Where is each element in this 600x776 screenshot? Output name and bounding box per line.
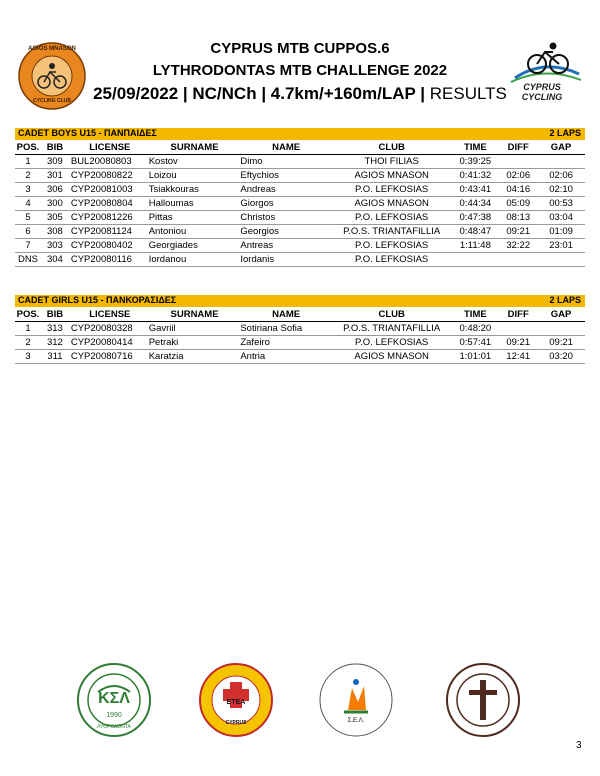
diff-cell: 05:09 bbox=[499, 197, 537, 211]
club-cell: P.O. LEFKOSIAS bbox=[332, 183, 452, 197]
col-pos: POS. bbox=[16, 142, 40, 153]
gap-cell: 02:10 bbox=[537, 183, 585, 197]
diff-cell: 09:21 bbox=[499, 225, 537, 239]
cyprus-cycling-text: CYPRUS CYCLING bbox=[521, 82, 563, 102]
diff-cell: 09:21 bbox=[499, 336, 537, 350]
bib-cell: 306 bbox=[41, 183, 69, 197]
bib-cell: 300 bbox=[41, 197, 69, 211]
bib-cell: 309 bbox=[41, 155, 69, 169]
table-row bbox=[15, 169, 585, 183]
results-table-cadet-girls bbox=[15, 308, 585, 364]
time-cell: 0:44:34 bbox=[451, 197, 499, 211]
gap-cell: 03:20 bbox=[537, 350, 585, 364]
license-cell: CYP20080716 bbox=[69, 350, 149, 364]
name-cell: Zafeiro bbox=[240, 336, 332, 350]
club-cell: AGIOS MNASON bbox=[332, 197, 452, 211]
left-logo-bottom-text: CYCLING CLUB bbox=[33, 98, 71, 104]
title-line-1: CYPRUS MTB CUPPOS.6 bbox=[210, 40, 390, 57]
bib-cell: 304 bbox=[41, 253, 69, 267]
table-body bbox=[15, 322, 585, 364]
page-number: 3 bbox=[576, 740, 582, 751]
diff-cell bbox=[499, 253, 537, 267]
license-cell: CYP20080402 bbox=[69, 239, 149, 253]
bib-cell: 301 bbox=[41, 169, 69, 183]
name-cell: Andreas bbox=[240, 183, 332, 197]
table-row bbox=[15, 155, 585, 169]
section-bar-cadet-boys bbox=[15, 128, 585, 140]
diff-cell: 02:06 bbox=[499, 169, 537, 183]
time-cell: 0:43:41 bbox=[451, 183, 499, 197]
pos-cell: 3 bbox=[15, 350, 41, 364]
surname-cell: Gavriil bbox=[149, 322, 241, 336]
metropolis-tamassos-logo bbox=[445, 662, 521, 738]
club-cell: AGIOS MNASON bbox=[332, 169, 452, 183]
col-club: CLUB bbox=[332, 308, 452, 322]
pos-cell: 1 bbox=[15, 155, 41, 169]
table-row bbox=[15, 197, 585, 211]
bib-cell: 303 bbox=[41, 239, 69, 253]
surname-cell: Loizou bbox=[149, 169, 241, 183]
etea-logo-bottom: CYPRUS bbox=[225, 720, 247, 726]
club-cell: P.O. LEFKOSIAS bbox=[332, 211, 452, 225]
name-cell: Christos bbox=[240, 211, 332, 225]
bib-cell: 313 bbox=[41, 322, 69, 336]
license-cell: CYP20081226 bbox=[69, 211, 149, 225]
col-time: TIME bbox=[451, 308, 499, 322]
gap-cell: 01:09 bbox=[537, 225, 585, 239]
col-name: NAME bbox=[240, 308, 332, 322]
gap-cell: 23:01 bbox=[537, 239, 585, 253]
license-cell: CYP20081124 bbox=[69, 225, 149, 239]
name-cell: Iordanis bbox=[240, 253, 332, 267]
license-cell: BUL20080803 bbox=[69, 155, 149, 169]
col-name: NAME bbox=[240, 141, 332, 155]
surname-cell: Karatzia bbox=[149, 350, 241, 364]
name-cell: Eftychios bbox=[240, 169, 332, 183]
license-cell: CYP20080328 bbox=[69, 322, 149, 336]
ksl-logo-bottom: ΛΥΘΡΟΔΟΝΤΑ bbox=[97, 724, 131, 730]
col-license: LICENSE bbox=[69, 141, 149, 155]
club-cell: P.O. LEFKOSIAS bbox=[332, 336, 452, 350]
license-cell: CYP20080822 bbox=[69, 169, 149, 183]
section-laps: 2 LAPS bbox=[549, 128, 581, 138]
surname-cell: Iordanou bbox=[149, 253, 241, 267]
surname-cell: Pittas bbox=[149, 211, 241, 225]
surname-cell: Petraki bbox=[149, 336, 241, 350]
time-cell: 0:41:32 bbox=[451, 169, 499, 183]
pos-cell: 7 bbox=[15, 239, 41, 253]
table-header-row bbox=[15, 141, 585, 155]
club-cell: P.O. LEFKOSIAS bbox=[332, 253, 452, 267]
pos-cell: 5 bbox=[15, 211, 41, 225]
time-cell bbox=[451, 253, 499, 267]
section-bar-cadet-girls bbox=[15, 295, 585, 307]
surname-cell: Kostov bbox=[149, 155, 241, 169]
table-body bbox=[15, 155, 585, 267]
col-club: CLUB bbox=[332, 141, 452, 155]
col-license: LICENSE bbox=[69, 308, 149, 322]
col-time: TIME bbox=[451, 141, 499, 155]
pos-cell: 4 bbox=[15, 197, 41, 211]
table-row bbox=[15, 239, 585, 253]
gap-cell bbox=[537, 253, 585, 267]
surname-cell: Tsiakkouras bbox=[149, 183, 241, 197]
gap-cell: 02:06 bbox=[537, 169, 585, 183]
diff-cell: 32:22 bbox=[499, 239, 537, 253]
time-cell: 1:01:01 bbox=[451, 350, 499, 364]
club-cell: P.O.S. TRIANTAFILLIA bbox=[332, 225, 452, 239]
col-diff: DIFF bbox=[499, 308, 537, 322]
gap-cell: 00:53 bbox=[537, 197, 585, 211]
gap-cell bbox=[537, 155, 585, 169]
sel-logo-text: Σ.Ε.Λ. bbox=[347, 718, 365, 724]
sel-cultural-association-logo bbox=[318, 662, 394, 738]
name-cell: Dimo bbox=[240, 155, 332, 169]
pos-cell: 6 bbox=[15, 225, 41, 239]
license-cell: CYP20080414 bbox=[69, 336, 149, 350]
name-cell: Georgios bbox=[240, 225, 332, 239]
section-laps: 2 LAPS bbox=[549, 295, 581, 305]
license-cell: CYP20080804 bbox=[69, 197, 149, 211]
gap-cell bbox=[537, 322, 585, 336]
diff-cell bbox=[499, 155, 537, 169]
bib-cell: 311 bbox=[41, 350, 69, 364]
time-cell: 0:48:20 bbox=[451, 322, 499, 336]
col-bib: BIB bbox=[41, 308, 69, 322]
col-pos: POS. bbox=[16, 309, 40, 320]
table-row bbox=[15, 253, 585, 267]
bib-cell: 312 bbox=[41, 336, 69, 350]
col-gap: GAP bbox=[537, 141, 585, 155]
time-cell: 0:57:41 bbox=[451, 336, 499, 350]
name-cell: Giorgos bbox=[240, 197, 332, 211]
table-row bbox=[15, 336, 585, 350]
section-title: CADET BOYS U15 - ΠΑΝΠΑΙΔΕΣ bbox=[18, 128, 157, 138]
diff-cell: 12:41 bbox=[499, 350, 537, 364]
license-cell: CYP20080116 bbox=[69, 253, 149, 267]
results-table-cadet-boys bbox=[15, 141, 585, 267]
club-cell: P.O.S. TRIANTAFILLIA bbox=[332, 322, 452, 336]
col-diff: DIFF bbox=[499, 141, 537, 155]
surname-cell: Antoniou bbox=[149, 225, 241, 239]
gap-cell: 09:21 bbox=[537, 336, 585, 350]
gap-cell: 03:04 bbox=[537, 211, 585, 225]
club-cell: THOI FILIAS bbox=[332, 155, 452, 169]
section-title: CADET GIRLS U15 - ΠΑΝΚΟΡΑΣΙΔΕΣ bbox=[18, 295, 177, 305]
table-row bbox=[15, 225, 585, 239]
name-cell: Antria bbox=[240, 350, 332, 364]
col-gap: GAP bbox=[537, 308, 585, 322]
club-cell: AGIOS MNASON bbox=[332, 350, 452, 364]
license-cell: CYP20081003 bbox=[69, 183, 149, 197]
pos-cell: 3 bbox=[15, 183, 41, 197]
time-cell: 0:47:38 bbox=[451, 211, 499, 225]
table-row bbox=[15, 211, 585, 225]
time-cell: 1:11:48 bbox=[451, 239, 499, 253]
event-details: 25/09/2022 | NC/NCh | 4.7km/+160m/LAP | bbox=[93, 84, 430, 103]
title-line-2: LYTHRODONTAS MTB CHALLENGE 2022 bbox=[152, 62, 448, 79]
pos-cell: DNS bbox=[15, 253, 41, 267]
col-surname: SURNAME bbox=[149, 308, 241, 322]
pos-cell: 2 bbox=[15, 169, 41, 183]
name-cell: Sotiriana Sofia bbox=[240, 322, 332, 336]
table-header-row bbox=[15, 308, 585, 322]
pos-cell: 1 bbox=[15, 322, 41, 336]
name-cell: Antreas bbox=[240, 239, 332, 253]
col-bib: BIB bbox=[41, 141, 69, 155]
results-word: RESULTS bbox=[429, 84, 507, 103]
col-surname: SURNAME bbox=[149, 141, 241, 155]
etea-logo-text: ETEA bbox=[226, 699, 246, 706]
left-logo-top-text: AGIOS MNASON bbox=[28, 46, 76, 52]
table-row bbox=[15, 350, 585, 364]
surname-cell: Halloumas bbox=[149, 197, 241, 211]
diff-cell bbox=[499, 322, 537, 336]
table-row bbox=[15, 322, 585, 336]
time-cell: 0:39:25 bbox=[451, 155, 499, 169]
club-cell: P.O. LEFKOSIAS bbox=[332, 239, 452, 253]
ksl-logo-text: ΚΣΛ bbox=[98, 690, 130, 707]
diff-cell: 08:13 bbox=[499, 211, 537, 225]
bib-cell: 305 bbox=[41, 211, 69, 225]
bib-cell: 308 bbox=[41, 225, 69, 239]
pos-cell: 2 bbox=[15, 336, 41, 350]
time-cell: 0:48:47 bbox=[451, 225, 499, 239]
diff-cell: 04:16 bbox=[499, 183, 537, 197]
surname-cell: Georgiades bbox=[149, 239, 241, 253]
ksl-logo-year: 1990 bbox=[106, 712, 122, 719]
table-row bbox=[15, 183, 585, 197]
